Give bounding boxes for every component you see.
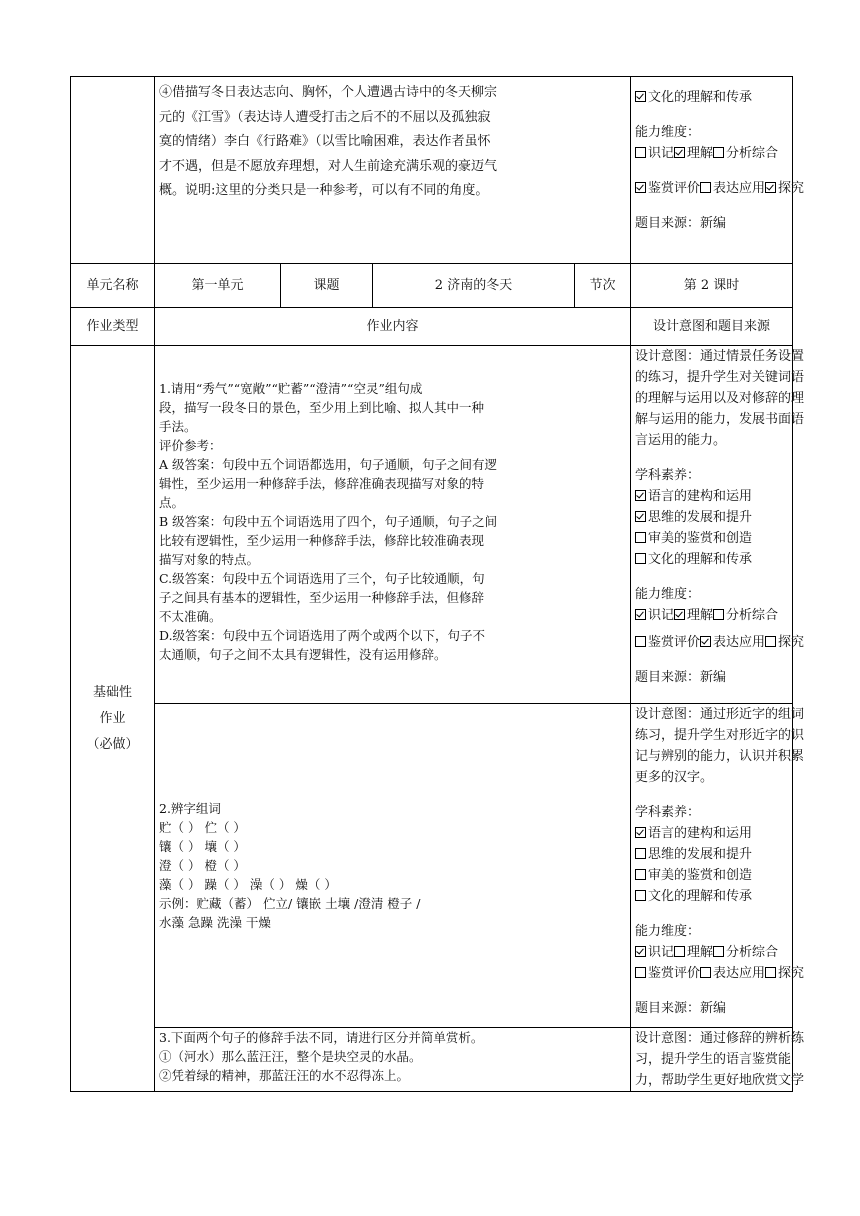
checkbox-label: 思维的发展和提升 [648,847,753,862]
checkbox-label: 分析综合 [726,608,779,623]
text-line: （必做） [86,736,139,752]
checkbox-label: 语言的建构和运用 [648,489,753,504]
question-3-row [71,1028,793,1092]
checkbox-item [700,966,765,981]
text-line: 段，描写一段冬日的景色，至少用上到比喻、拟人其中一种 [159,400,485,415]
question-3-content [155,1028,631,1092]
text-line: 基础性 [92,684,132,700]
ability-row-1 [635,942,788,963]
checkbox-item [635,889,752,904]
checkbox-label: 文化的理解和传承 [648,552,753,567]
continuation-design-cell [631,77,805,264]
checkbox-item [700,181,765,196]
source-text: 题目来源：新编 [635,670,727,685]
text-line: 镶（ ） 壤（ ） [159,839,246,854]
literacy-item [635,528,788,549]
text-line: 练习，提升学生对形近字的识 [635,728,805,743]
text-line: 作业 [99,710,126,726]
checkbox-empty-icon [635,890,646,901]
text-line: 解与运用的能力，发展书面语 [635,412,805,427]
text-line: 不太准确。 [159,609,222,624]
text-line: 描写对象的特点。 [159,552,260,567]
homework-table [70,76,805,1092]
ability-title: 能力维度： [635,587,701,602]
text-line: 记与辨别的能力，认识并积累 [635,749,805,764]
question-1-row [71,346,793,704]
column-content: 作业内容 [155,308,631,346]
checkbox-empty-icon [713,147,724,158]
checkbox-item [635,826,752,841]
checkbox-label: 探究 [778,181,805,196]
question-2-literacy-list [635,823,788,907]
text-line: 比较有逻辑性，至少运用一种修辞手法，修辞比较准确表现 [159,533,485,548]
checkbox-checked-icon [635,946,646,957]
text-line: 元的《江雪》（表达诗人遭受打击之后不的不屈以及孤独寂 [159,109,491,125]
text-line: 手法。 [159,419,197,434]
ability-title: 能力维度： [635,125,701,140]
checkbox-label: 鉴赏评价 [648,181,701,196]
text-line: 设计意图：通过修辞的辨析练 [635,1031,805,1046]
question-1-design [631,346,805,704]
text-line: 的练习，提升学生对关键词语 [635,370,805,385]
checkbox-item [635,146,674,161]
ability-row-1 [635,143,788,164]
checkbox-checked-icon [674,609,685,620]
checkbox-label: 探究 [778,966,805,981]
text-line: ④借描写冬日表达志向、胸怀，个人遭遇古诗中的冬天柳宗 [159,85,498,100]
checkbox-empty-icon [635,848,646,859]
column-type: 作业类型 [71,308,155,346]
continuation-content-cell [155,77,631,264]
text-line: 才不遇，但是不愿放弃理想，对人生前途充满乐观的豪迈气 [159,158,498,174]
literacy-title: 学科素养： [635,805,701,820]
text-line: 水藻 急躁 洗澡 干燥 [159,915,271,930]
checkbox-label: 语言的建构和运用 [648,826,753,841]
question-3-text [159,1028,626,1085]
source-text: 题目来源：新编 [635,1001,727,1016]
checkbox-empty-icon [713,609,724,620]
text-line: D.级答案：句段中五个词语选用了两个或两个以下，句子不 [159,628,486,643]
literacy-item [635,886,788,907]
text-line: 习，提升学生的语言鉴赏能 [635,1052,792,1067]
checkbox-item [674,146,713,161]
checkbox-empty-icon [700,182,711,193]
checkbox-label: 识记 [648,945,675,960]
checkbox-checked-icon [635,511,646,522]
checkbox-empty-icon [635,869,646,880]
checkbox-item [674,945,713,960]
checkbox-item [713,608,778,623]
literacy-item [635,507,788,528]
column-title-row [71,308,793,346]
checkbox-checked-icon [635,182,646,193]
checkbox-item [765,181,804,196]
text-line: 设计意图：通过情景任务设置 [635,349,805,364]
checkbox-item [674,608,713,623]
text-line: 示例：贮藏（蓄） 伫立/ 镶嵌 土壤 /澄清 橙子 / [159,896,421,911]
text-line: 力，帮助学生更好地欣赏文学 [635,1073,805,1088]
checkbox-label: 表达应用 [713,181,766,196]
checkbox-item [635,945,674,960]
text-line: 2.辨字组词 [159,801,221,816]
topic-label: 课题 [281,264,373,308]
ability-title: 能力维度： [635,924,701,939]
unit-value: 第一单元 [155,264,281,308]
checkbox-empty-icon [635,636,646,647]
checkbox-item [635,608,674,623]
checkbox-label: 鉴赏评价 [648,966,701,981]
ability-row-2 [635,632,805,653]
checkbox-item [635,966,700,981]
literacy-item [635,844,788,865]
checkbox-item [635,868,752,883]
checkbox-label: 审美的鉴赏和创造 [648,868,753,883]
checkbox-label: 思维的发展和提升 [648,510,753,525]
checkbox-label: 分析综合 [726,146,779,161]
column-design: 设计意图和题目来源 [631,308,793,346]
continuation-row [71,77,793,264]
text-line: 设计意图：通过形近字的组词 [635,707,805,722]
checkbox-checked-icon [674,147,685,158]
checkbox-label: 识记 [648,146,675,161]
checkbox-item [635,531,752,546]
checkbox-checked-icon [765,182,776,193]
checkbox-label: 分析综合 [726,945,779,960]
checkbox-label: 理解 [687,945,714,960]
unit-label: 单元名称 [71,264,155,308]
session-label: 节次 [575,264,631,308]
checkbox-checked-icon [635,490,646,501]
text-line: 澄（ ） 橙（ ） [159,858,246,873]
topic-value: 2 济南的冬天 [373,264,575,308]
category-text [75,680,150,758]
text-line: C.级答案：句段中五个词语选用了三个，句子比较通顺，句 [159,571,485,586]
checkbox-item [700,635,765,650]
question-1-intent [635,346,805,451]
checkbox-label: 理解 [687,146,714,161]
text-line: A 级答案：句段中五个词语都选用，句子通顺，句子之间有逻 [159,457,498,472]
text-line: 太通顺，句子之间不太具有逻辑性，没有运用修辞。 [159,647,447,662]
checkbox-checked-icon [700,636,711,647]
checkbox-item [635,847,752,862]
checkbox-item [635,552,752,567]
checkbox-empty-icon [635,532,646,543]
checkbox-item [635,489,752,504]
checkbox-item [765,635,804,650]
text-line: 的理解与运用以及对修辞的理 [635,391,805,406]
question-2-text [159,799,626,932]
header-row [71,264,793,308]
text-line: 寞的情绪）李白《行路难》（以雪比喻困难，表达作者虽怀 [159,134,491,149]
checkbox-empty-icon [674,946,685,957]
checkbox-empty-icon [635,147,646,158]
text-line: 辑性，至少运用一种修辞手法，修辞准确表现描写对象的特 [159,476,485,491]
checkbox-checked-icon [635,609,646,620]
text-line: 言运用的能力。 [635,433,727,448]
text-line: B 级答案：句段中五个词语选用了四个，句子通顺，句子之间 [159,514,498,529]
checkbox-empty-icon [700,967,711,978]
checkbox-checked-icon [635,91,646,102]
checkbox-label: 探究 [778,635,805,650]
question-3-design [631,1028,805,1092]
checkbox-empty-icon [765,636,776,647]
checkbox-item [765,966,804,981]
question-1-literacy-list [635,486,788,570]
question-1-text [159,379,626,664]
question-3-intent [635,1028,805,1091]
literacy-title: 学科素养： [635,468,701,483]
checkbox-item [713,146,778,161]
literacy-item [635,486,788,507]
text-line: 评价参考： [159,438,222,453]
text-line: 概。说明:这里的分类只是一种参考，可以有不同的角度。 [159,183,489,198]
checkbox-empty-icon [635,967,646,978]
checkbox-checked-icon [635,827,646,838]
checkbox-empty-icon [635,553,646,564]
source-text: 题目来源：新编 [635,216,727,231]
checkbox-label: 表达应用 [713,635,766,650]
checkbox-empty-icon [713,946,724,957]
continuation-text [159,77,626,204]
checkbox-label: 文化的理解和传承 [648,889,753,904]
text-line: ②凭着绿的精神，那蓝汪汪的水不忍得冻上。 [159,1068,410,1083]
text-line: 藻（ ） 躁（ ） 澡（ ） 燥（ ） [159,877,337,892]
question-1-content [155,346,631,704]
empty-type-cell [71,77,155,264]
text-line: 1.请用“秀气”“宽敞”“贮蓄”“澄清”“空灵”组句成 [159,381,423,396]
text-line: ①（河水）那么蓝汪汪，整个是块空灵的水晶。 [159,1049,422,1064]
checkbox-label: 识记 [648,608,675,623]
literacy-item [635,865,788,886]
text-line: 点。 [159,495,185,510]
question-2-content [155,704,631,1028]
checkbox-label: 审美的鉴赏和创造 [648,531,753,546]
checkbox-item [713,945,778,960]
literacy-item [635,549,788,570]
checkbox-label: 理解 [687,608,714,623]
ability-row-2 [635,178,805,199]
checkbox-label: 鉴赏评价 [648,635,701,650]
question-2-intent [635,704,805,788]
session-value: 第 2 课时 [631,264,793,308]
text-line: 贮（ ） 伫（ ） [159,820,246,835]
checkbox-item [635,181,700,196]
ability-row-1 [635,605,788,626]
text-line: 子之间具有基本的逻辑性，至少运用一种修辞手法，但修辞 [159,590,485,605]
checkbox-label: 表达应用 [713,966,766,981]
literacy-item [635,823,788,844]
literacy-culture-item: 文化的理解和传承 [635,87,788,108]
text-line: 3.下面两个句子的修辞手法不同，请进行区分并简单赏析。 [159,1030,484,1045]
question-2-row [71,704,793,1028]
ability-row-2 [635,963,805,984]
checkbox-item [635,510,752,525]
checkbox-empty-icon [765,967,776,978]
text-line: 更多的汉字。 [635,770,714,785]
checkbox-item [635,635,700,650]
question-2-design [631,704,805,1028]
category-cell [71,346,155,1092]
